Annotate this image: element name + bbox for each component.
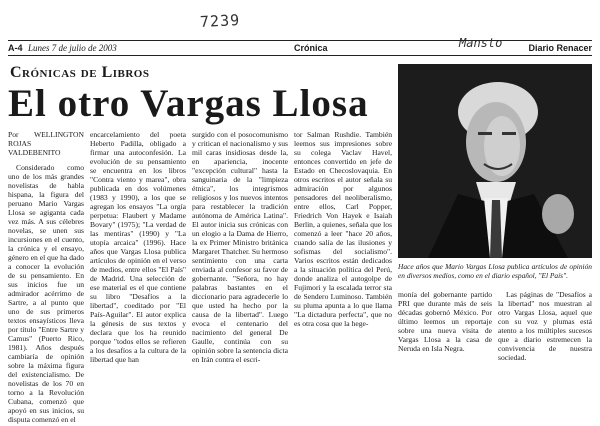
article-column-2: encarcelamiento del poeta Heberto Padilla, obligado a firmar una autoconfesión. La evolución de su pensamiento se encuentra en los libros "Contra viento y marea", obra publicada en dos volúmenes (1983 y 1990), a los que se agregan los ensayos "La orgía perpetua: Flaubert y Madame Bovary" (1975); "La verdad de las mentiras" (1990) y "La utopía arcaica" (1996). Hace años que Vargas Llosa publica artículos de opinión en el verso de medios, entre ellos "El País" de Madrid. Una selección de ese material es el que contiene su libro "Desafíos a la libertad", coeditado por "El País-Aguilar". El autor explica la génesis de sus textos y declara que los ha reunido porque "todos ellos se refieren a los desafíos a la cultura de la libertad que han — [90, 130, 186, 364]
handwritten-number: 7239 — [199, 10, 241, 32]
handwritten-note: Mansto — [455, 36, 506, 50]
article-column-3: surgido con el posocomunismo y critican el nacionalismo y sus mil caras insidiosas desde la, en apariencia, inocente "excepción cultural" hasta la sanguinaria de la "limpieza étnica", los integrismos religiosos y los nuevos intentos para restablecer la tradición autónoma de América Latina". El autor inicia sus crónicas con un elogio a la Dama de Hierro, la ex Primer Ministro británica Margaret Thatcher. Su hermoso sentimiento con una carta enviada al confesor su favor de gobernante. "Señora, no hay palabras bastantes en el diccionario para agradecerle lo que usted ha hecho por la causa de la libertad". Luego evoca el centenario del nacimiento del general De Gaulle, continúa con su opinión sobre la sentencia dicta en Irán contra el escri- — [192, 130, 288, 364]
article-column-4 — [294, 130, 392, 418]
column-5-text: Las páginas de "Desafíos a la libertad" nos muestran al otro Vargas Llosa, aquel que con su voz y plumas está atento a los múltiples sucesos que a diario estremecen la convivencia de nuestra sociedad. — [498, 290, 592, 362]
page-header-bar — [8, 40, 592, 56]
newspaper-name: Diario Renacer — [528, 43, 592, 53]
article-column-1 — [8, 130, 84, 424]
issue-date: Lunes 7 de julio de 2003 — [28, 43, 117, 53]
author-photo — [398, 64, 592, 258]
column-4-text-b: monía del gobernante partido PRI que durante más de seis décadas gobernó México. Por último leemos un reportaje sobre una nueva visita de Vargas Llosa a la casa de Neruda en Isla Negra. — [398, 290, 492, 353]
section-name: Crónica — [294, 43, 328, 53]
article-column-5 — [498, 290, 592, 400]
article-headline: El otro Vargas Llosa — [8, 82, 369, 125]
column-4-text-a: tor Salman Rushdie. También leemos sus impresiones sobre su colega Vaclav Havel, entonces convertido en jefe de Estado en Checoslovaquia. En otros escritos el autor señala su admiración por algunos pensadores del neoliberalismo, entre ellos, Carl Popper, Friedrich Von Hayek e Isaiah Berlin, a quienes, señala que los comenzó a leer "hace 20 años, cuando salía de las ilusiones y sofismas del socialismo". Varios escritos están dedicados a la situación política del Perú, donde analiza el autogolpe de Fujimori y la escalada terror sta de Sendero Luminoso. También su pluma apunta a lo que llama "La dictadura perfecta", que no es otra cosa que la hege- — [294, 130, 392, 328]
page-number: A-4 — [8, 43, 23, 53]
photo-caption: Hace años que Mario Vargas Llosa publica artículos de opinión en diversos medios, como en el diario español, "El País". — [398, 262, 592, 280]
section-kicker: Crónicas de Libros — [10, 64, 150, 81]
column-1-text: Considerado como uno de los más grandes novelistas de habla hispana, la figura del peruano Mario Vargas Llosa se agiganta cada vez más. A sus célebres novelas, se unen sus incursiones en el cuento, la crónica y el ensayo, género en el que ha dado a conocer la evolución de su pensamiento. En sus inicios fue un admirador acérrimo de Sartre, a al punto que uno de sus primeros textos ensayísticos lleva por título "Entre Sartre y Camus" (Puerto Rico, 1981). Años después cambiaría de opinión sobre la máxima figura del existencialismo. De novelistas de los 70 en torno a la Revolución Cubana, comenzó que apoyó en sus inicios, su disputa comenzó en el — [8, 163, 84, 424]
byline: Por WELLINGTON ROJAS VALDEBENITO — [8, 130, 84, 157]
portrait-illustration — [398, 64, 592, 258]
article-column-4b — [398, 290, 492, 400]
